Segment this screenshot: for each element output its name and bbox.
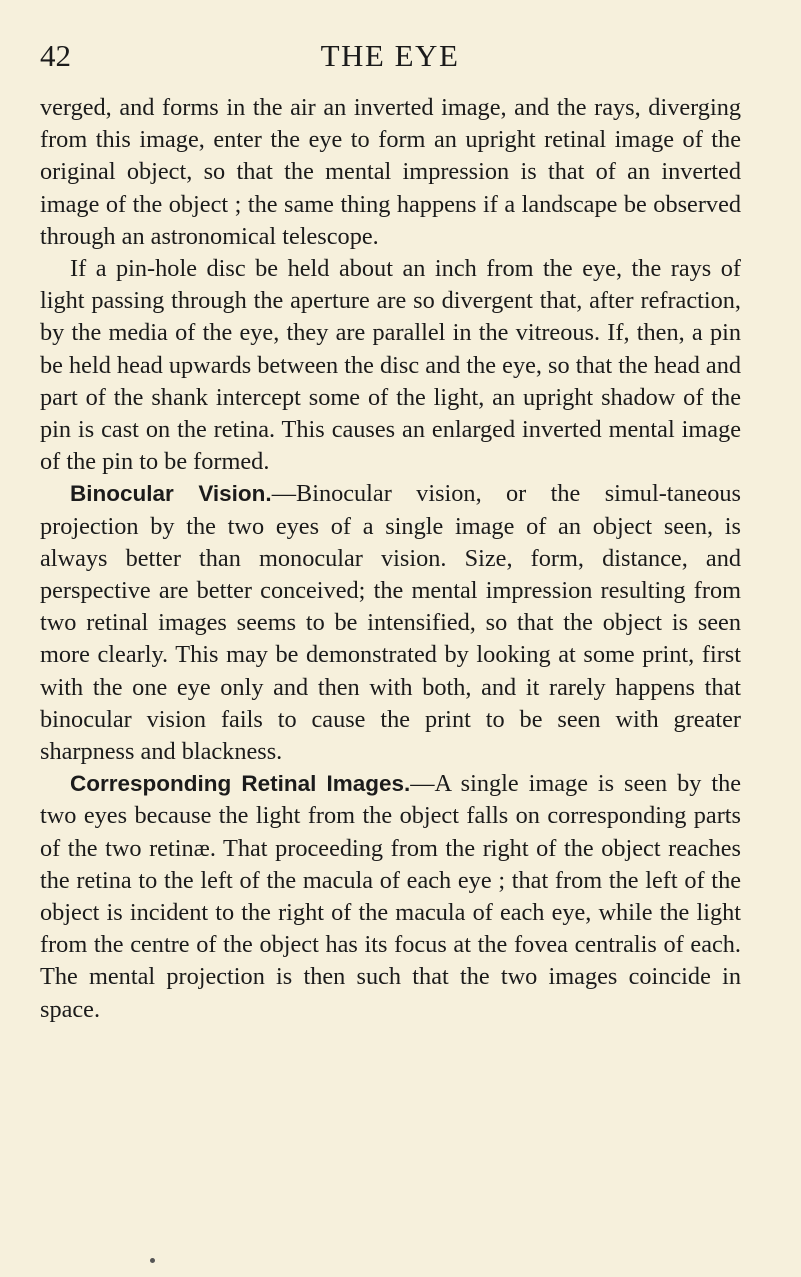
paragraph-text: If a pin-hole disc be held about an inch from the eye, the rays of light passing through the aperture are so divergent that, after refraction, by the media of the eye, they are parallel in the vitreous. If, then, a pin be held head upwards between the disc and the eye, so that the head and part of the shank intercept some of the light, an upright shadow of the pin is cast on the retina. This causes an enlarged inverted mental image of the pin to be formed. bbox=[40, 255, 741, 476]
section-heading: Corresponding Retinal Images. bbox=[70, 771, 411, 797]
page-header bbox=[40, 36, 740, 80]
body-text bbox=[40, 92, 741, 1026]
paragraph-text: verged, and forms in the air an inverted image, and the rays, diverging from this image, enter the eye to form an upright retinal image of the original object, so that the mental impression is that of an inverted image of the object ; the same thing happens if a landscape be observed through an astronomical telescope. bbox=[40, 94, 741, 250]
page-number: 42 bbox=[40, 38, 71, 73]
section-heading: Binocular Vision. bbox=[70, 481, 272, 507]
paragraph-binocular-vision bbox=[40, 478, 741, 768]
paragraph-continuation bbox=[40, 92, 741, 253]
paragraph-text: —A single image is seen by the two eyes because the light from the object falls on corresponding parts of the two retinæ. That proceeding from the right of the object reaches the retina to the left of the macula of each eye ; that from the left of the object is incident to the right of the macula of each eye, while the light from the centre of the object has its focus at the fovea centralis of each. The mental projection is then such that the two images coincide in space. bbox=[40, 770, 741, 1023]
paragraph-text: —Binocular vision, or the simul-taneous projection by the two eyes of a single image of an object seen, is always better than monocular vision. Size, form, distance, and perspective are better conceived; the mental impression resulting from two retinal images seems to be intensified, so that the object is seen more clearly. This may be demonstrated by looking at some print, first with the one eye only and then with both, and it rarely happens that binocular vision fails to cause the print to be seen with greater sharpness and blackness. bbox=[40, 480, 742, 766]
running-head: THE EYE bbox=[320, 38, 460, 73]
paragraph-corresponding-images bbox=[40, 768, 741, 1026]
paragraph-pin-hole bbox=[40, 253, 741, 478]
print-speck bbox=[150, 1258, 155, 1263]
